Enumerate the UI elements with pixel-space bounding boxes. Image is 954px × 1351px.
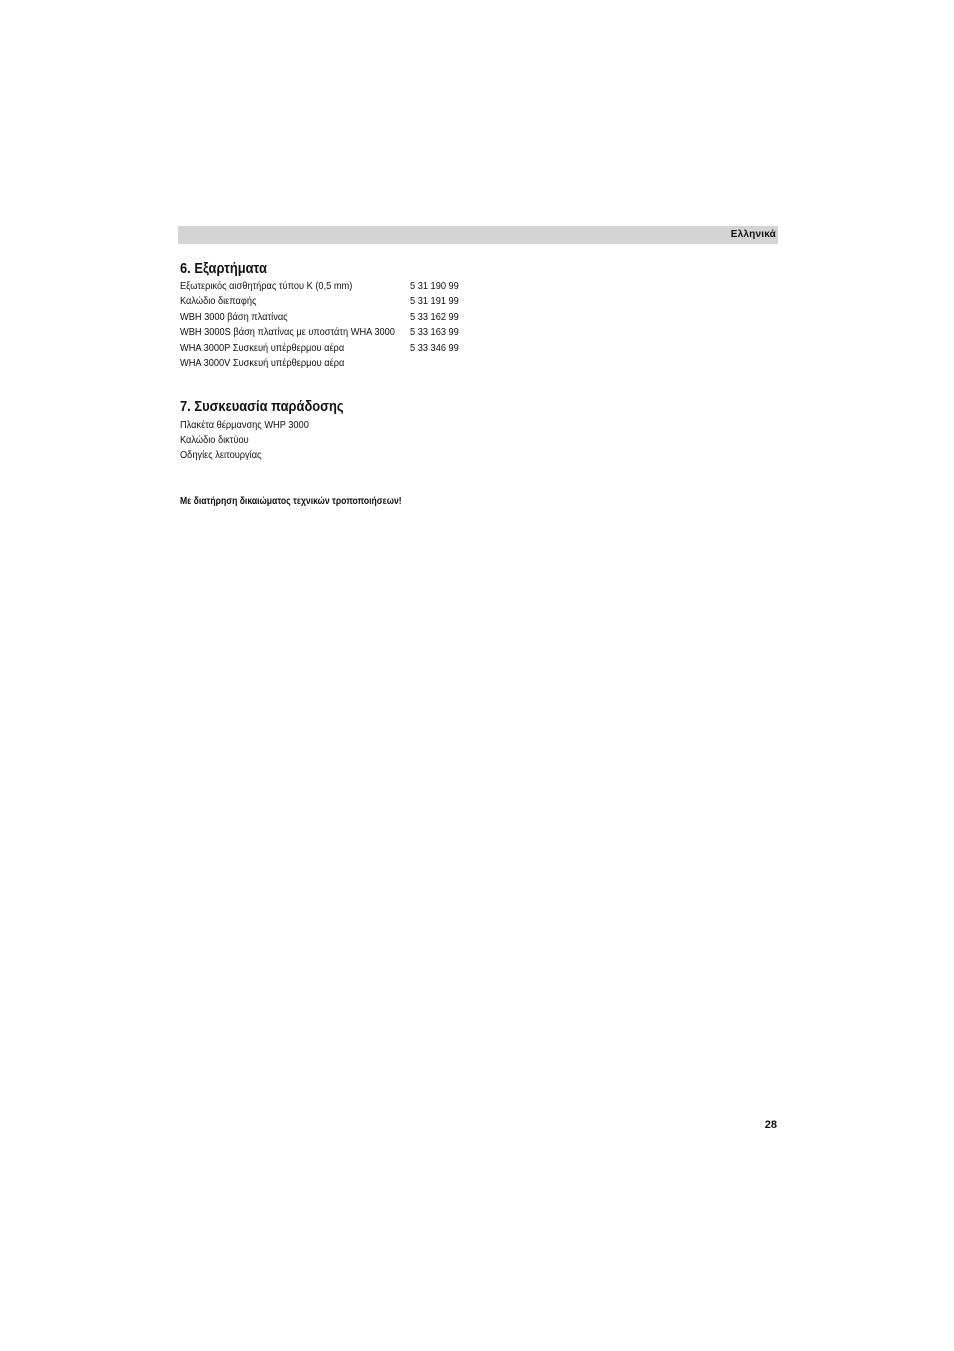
delivery-item-label: Καλώδιο δικτύου (180, 434, 249, 446)
accessory-code: 5 33 163 99 (410, 326, 459, 338)
technical-changes-note: Με διατήρηση δικαιώματος τεχνικών τροποποιήσεων! (180, 496, 402, 507)
delivery-item-label: Οδηγίες λειτουργίας (180, 449, 262, 461)
accessory-code: 5 31 190 99 (410, 280, 459, 292)
section-title-accessories: 6. Εξαρτήματα (180, 260, 267, 277)
accessory-name: Εξωτερικός αισθητήρας τύπου K (0,5 mm) (180, 280, 353, 292)
accessory-name: Καλώδιο διεπαφής (180, 295, 257, 307)
accessory-name: WBH 3000S βάση πλατίνας με υποστάτη WHA 3000 (180, 326, 395, 338)
accessory-name: WHA 3000V Συσκευή υπέρθερμου αέρα (180, 357, 345, 369)
delivery-item-label: Πλακέτα θέρμανσης WHP 3000 (180, 419, 309, 431)
language-label: Ελληνικά (730, 229, 776, 240)
language-header-bar (178, 226, 778, 244)
page-number: 28 (764, 1119, 777, 1131)
accessory-name: WBH 3000 βάση πλατίνας (180, 311, 288, 323)
section-title-delivery: 7. Συσκευασία παράδοσης (180, 398, 344, 415)
accessory-code: 5 33 162 99 (410, 311, 459, 323)
accessory-code: 5 33 346 99 (410, 342, 459, 354)
accessory-code: 5 31 191 99 (410, 295, 459, 307)
accessory-name: WHA 3000P Συσκευή υπέρθερμου αέρα (180, 342, 345, 354)
